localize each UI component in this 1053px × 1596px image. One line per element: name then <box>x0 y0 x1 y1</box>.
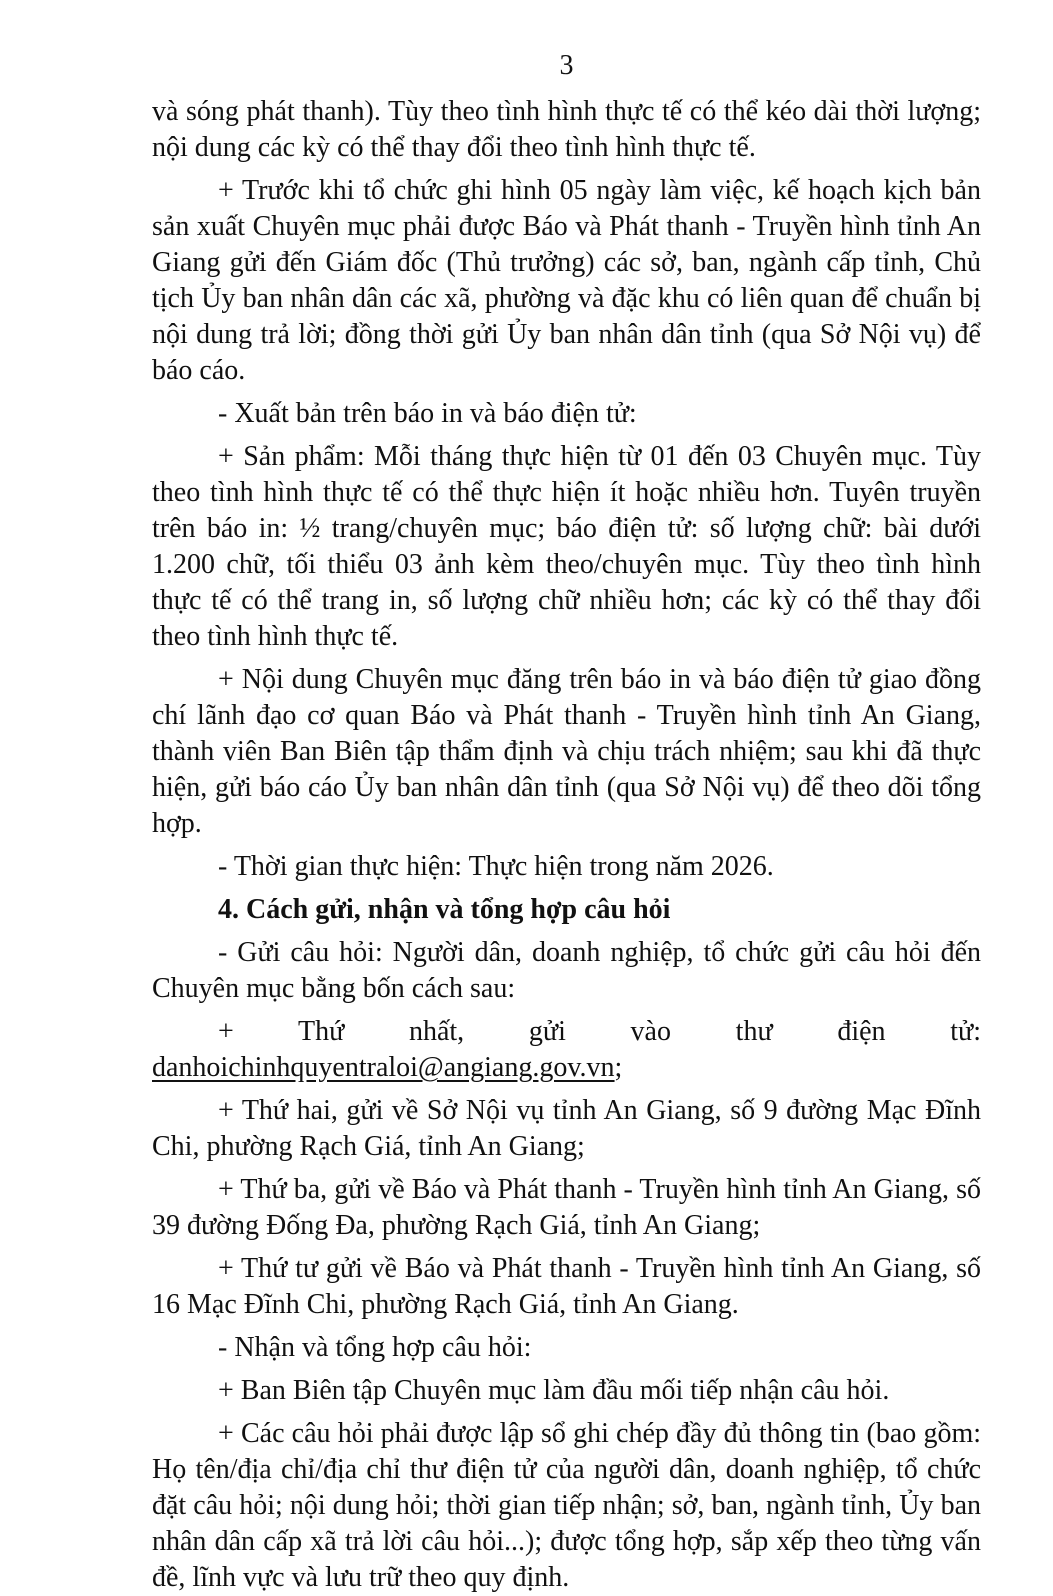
paragraph-continuation-broadcast: và sóng phát thanh). Tùy theo tình hình thực tế có thể kéo dài thời lượng; nội dung các kỳ có thể thay đổi theo tình hình thực tế. <box>152 96 981 163</box>
paragraph-question-submission-intro: - Gửi câu hỏi: Người dân, doanh nghiệp, tổ chức gửi câu hỏi đến Chuyên mục bằng bốn cách sau: <box>152 937 981 1004</box>
paragraph-question-logging: + Các câu hỏi phải được lập sổ ghi chép đầy đủ thông tin (bao gồm: Họ tên/địa chỉ/địa chỉ thư điện tử của người dân, doanh nghiệp, tổ chức đặt câu hỏi; nội dung hỏi; thời gian tiếp nhận; sở, ban, ngành tỉnh, Ủy ban nhân dân cấp xã trả lời câu hỏi...); được tổng hợp, sắp xếp theo từng vấn đề, lĩnh vực và lưu trữ theo quy định. <box>152 1418 981 1593</box>
section-4-heading: 4. Cách gửi, nhận và tổng hợp câu hỏi <box>218 894 671 925</box>
paragraph-method-email-suffix: ; <box>614 1052 623 1083</box>
page-number: 3 <box>559 50 574 81</box>
paragraph-method-noi-vu-address: + Thứ hai, gửi về Sở Nội vụ tỉnh An Giang, số 9 đường Mạc Đĩnh Chi, phường Rạch Giá, tỉnh An Giang; <box>152 1095 981 1162</box>
paragraph-method-bao-phat-thanh-39: + Thứ ba, gửi về Báo và Phát thanh - Truyền hình tỉnh An Giang, số 39 đường Đống Đa, phường Rạch Giá, tỉnh An Giang; <box>152 1174 981 1241</box>
paragraph-content-responsibility: + Nội dung Chuyên mục đăng trên báo in và báo điện tử giao đồng chí lãnh đạo cơ quan Báo và Phát thanh - Truyền hình tỉnh An Giang, thành viên Ban Biên tập thẩm định và chịu trách nhiệm; sau khi đã thực hiện, gửi báo cáo Ủy ban nhân dân tỉnh (qua Sở Nội vụ) để theo dõi tổng hợp. <box>152 664 981 839</box>
paragraph-print-online-publishing: - Xuất bản trên báo in và báo điện tử: <box>218 398 637 429</box>
paragraph-recording-plan: + Trước khi tổ chức ghi hình 05 ngày làm việc, kế hoạch kịch bản sản xuất Chuyên mục phải được Báo và Phát thanh - Truyền hình tỉnh An Giang gửi đến Giám đốc (Thủ trưởng) các sở, ban, ngành cấp tỉnh, Chủ tịch Ủy ban nhân dân các xã, phường và đặc khu có liên quan để chuẩn bị nội dung trả lời; đồng thời gửi Ủy ban nhân dân tỉnh (qua Sở Nội vụ) để báo cáo. <box>152 175 981 386</box>
paragraph-implementation-time: - Thời gian thực hiện: Thực hiện trong năm 2026. <box>218 851 774 882</box>
email-link[interactable]: danhoichinhquyentraloi@angiang.gov.vn <box>152 1052 615 1083</box>
paragraph-editorial-board-contact: + Ban Biên tập Chuyên mục làm đầu mối tiếp nhận câu hỏi. <box>218 1375 890 1406</box>
paragraph-receive-summarize: - Nhận và tổng hợp câu hỏi: <box>218 1332 532 1363</box>
paragraph-product-frequency: + Sản phẩm: Mỗi tháng thực hiện từ 01 đến 03 Chuyên mục. Tùy theo tình hình thực tế có thể thực hiện ít hoặc nhiều hơn. Tuyên truyền trên báo in: ½ trang/chuyên mục; báo điện tử: số lượng chữ: bài dưới 1.200 chữ, tối thiểu 03 ảnh kèm theo/chuyên mục. Tùy theo tình hình thực tế có thể trang in, số lượng chữ nhiều hơn; các kỳ có thể thay đổi theo tình hình thực tế. <box>152 441 981 652</box>
paragraph-method-email-prefix: + Thứ nhất, gửi vào thư điện tử: <box>218 1016 981 1047</box>
paragraph-method-bao-phat-thanh-16: + Thứ tư gửi về Báo và Phát thanh - Truyền hình tỉnh An Giang, số 16 Mạc Đĩnh Chi, phường Rạch Giá, tỉnh An Giang. <box>152 1253 981 1320</box>
paragraph-method-email <box>152 1014 981 1086</box>
